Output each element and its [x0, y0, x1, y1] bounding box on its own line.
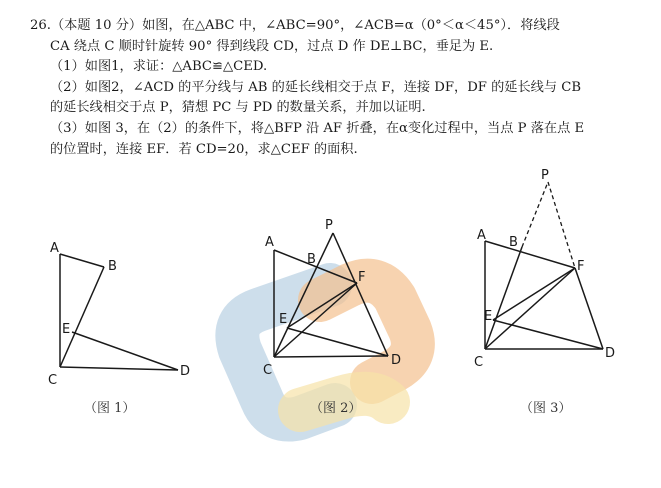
- fig2-label-p: P: [325, 218, 333, 233]
- fig2-label-b: B: [307, 252, 316, 267]
- fig3-segment-f-d: [575, 268, 603, 349]
- problem-part-2-cont: 的延长线相交于点 P，猜想 PC 与 PD 的数量关系，并加以证明.: [50, 100, 426, 116]
- fig2-segment-e-d: [287, 328, 388, 356]
- problem-part-2: （2）如图2，∠ACD 的平分线与 AB 的延长线相交于点 F，连接 DF，DF 的延长线与 CB: [50, 79, 582, 95]
- fig2-caption: （图 2）: [310, 401, 362, 416]
- figure-1: [48, 241, 190, 416]
- fig2-label-c: C: [263, 363, 273, 378]
- problem-line-1: 26.（本题 10 分）如图，在△ABC 中，∠ABC=90°，∠ACB=α（0°＜α＜45°）．将线段: [30, 18, 560, 33]
- fig3-segment-e-d: [493, 320, 603, 349]
- fig3-dashed-b-p: [522, 182, 548, 247]
- fig1-label-c: C: [48, 373, 58, 388]
- fig3-label-f: F: [577, 259, 585, 274]
- watermark-logo: [237, 281, 412, 420]
- fig1-caption: （图 1）: [84, 401, 136, 416]
- fig1-label-d: D: [180, 364, 191, 379]
- fig1-label-b: B: [108, 259, 117, 274]
- fig2-label-a: A: [265, 235, 274, 250]
- fig3-segment-c-b: [485, 247, 522, 349]
- fig3-label-b: B: [509, 235, 518, 250]
- fig2-label-f: F: [358, 270, 366, 285]
- fig3-label-c: C: [474, 355, 484, 370]
- fig3-dashed-p-f: [548, 182, 575, 268]
- fig1-segment-a-b: [60, 254, 104, 267]
- fig1-label-e: E: [62, 322, 71, 337]
- fig3-label-p: P: [541, 168, 549, 183]
- fig1-segment-e-d: [72, 332, 178, 370]
- fig1-segment-b-c: [60, 267, 104, 367]
- fig2-segment-c-d: [274, 356, 388, 357]
- problem-part-3-cont: 的位置时，连接 EF．若 CD=20，求△CEF 的面积.: [50, 141, 358, 157]
- fig3-caption: （图 3）: [520, 401, 572, 416]
- fig2-label-d: D: [391, 353, 402, 368]
- fig1-segment-c-d: [60, 367, 178, 370]
- fig1-label-a: A: [50, 241, 59, 256]
- fig3-label-e: E: [484, 309, 493, 324]
- fig2-label-e: E: [279, 312, 288, 327]
- problem-part-3: （3）如图 3，在（2）的条件下，将△BFP 沿 AF 折叠，在α变化过程中，当点 P 落在点 E: [50, 120, 585, 136]
- problem-line-2: CA 绕点 C 顺时针旋转 90° 得到线段 CD，过点 D 作 DE⊥BC，垂足为 E.: [50, 38, 494, 54]
- figure-3: [474, 168, 615, 416]
- fig3-label-a: A: [477, 228, 486, 243]
- fig3-label-d: D: [605, 346, 616, 361]
- problem-part-1: （1）如图1，求证：△ABC≌△CED.: [50, 59, 268, 75]
- fig3-segment-c-f: [485, 268, 575, 349]
- fig3-segment-a-f: [485, 241, 575, 268]
